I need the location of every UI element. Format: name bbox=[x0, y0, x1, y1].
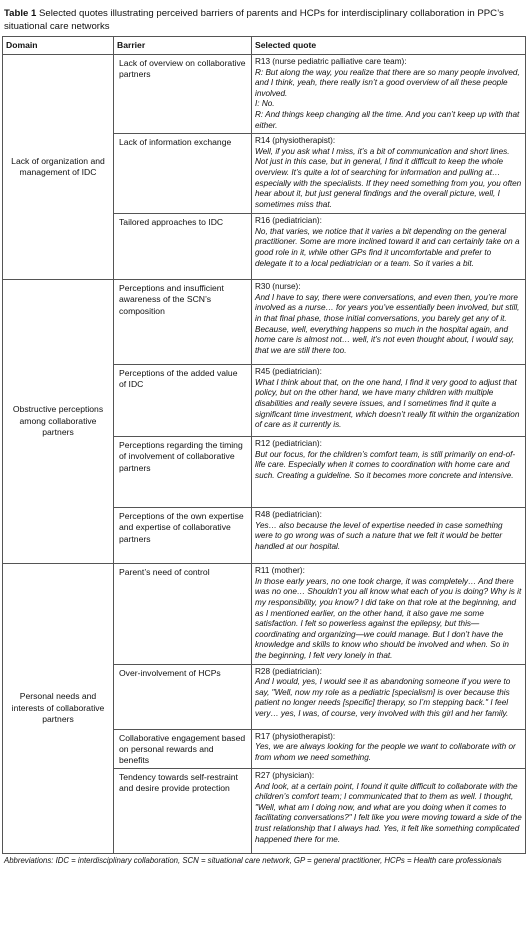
quote-speaker: R12 (pediatrician): bbox=[255, 439, 322, 449]
barrier-cell: Collaborative engagement based on personal rewards and benefits bbox=[114, 729, 252, 769]
quotes-table bbox=[2, 36, 526, 854]
barrier-cell: Perceptions of the own expertise and expertise of collaborative partners bbox=[114, 508, 252, 564]
table-header-row bbox=[3, 37, 526, 55]
header-domain: Domain bbox=[3, 37, 114, 55]
quote-text: And look, at a certain point, I found it quite difficult to collaborate with the children’s comfort team; I communicated that to them as well. I thought, "Well, what am I doing now, and what are you doing when it comes to facilitating conversations?" I felt like you were moving toward a side of the trust relationship that I always had. Yes, it felt like something complicated happened there for me. bbox=[255, 781, 522, 844]
quote-text: Well, if you ask what I miss, it’s a bit of communication and short lines. Not just in this case, but in general, I find it difficult to keep the whole overview. It’s quite a lot of searching for information and pulling at… especially with the specialists. If they need something from you, you often hear about it, but just general findings and the overall picture, well, I sometimes miss that. bbox=[255, 146, 522, 209]
table-caption bbox=[2, 4, 525, 30]
barrier-cell: Over-involvement of HCPs bbox=[114, 664, 252, 729]
barrier-cell: Perceptions of the added value of IDC bbox=[114, 365, 252, 437]
quote-text: And I have to say, there were conversations, and even then, you’re more involved as a nurse… for years you’ve essentially been involved, but still, in that final phase, those initial conversations, you barely get any of it. Because, well, everything happens so much in the hospital again, and home care is almost not… well, it’s not even thought about, I would say, that we are still there too. bbox=[255, 292, 520, 355]
quote-cell bbox=[252, 214, 526, 280]
quote-speaker: R13 (nurse pediatric palliative care team): bbox=[255, 57, 407, 66]
table-label: Table 1 bbox=[4, 8, 37, 19]
quote-text: In those early years, no one took charge, it was completely… And there was no one… Shouldn’t you all know what each of you is doing? Why is it my responsibility, you know? I did take on that role at the beginning, and as I mentioned earlier, on the other hand, it also gave me some satisfaction. I felt so powerless against the epilepsy, but this—coordinating and organizing—we could manage. But I don’t have the knowledge and skills to know who should be involved and when. So in the beginning, I felt very lonely in that. bbox=[255, 576, 522, 660]
barrier-cell: Lack of information exchange bbox=[114, 134, 252, 214]
barrier-cell: Parent’s need of control bbox=[114, 564, 252, 664]
quote-cell bbox=[252, 437, 526, 508]
quote-cell bbox=[252, 508, 526, 564]
quote-speaker: R48 (pediatrician): bbox=[255, 510, 322, 520]
domain-cell: Obstructive perceptions among collaborative partners bbox=[3, 280, 114, 564]
quote-cell bbox=[252, 55, 526, 134]
table-body bbox=[3, 55, 526, 854]
domain-cell: Lack of organization and management of IDC bbox=[3, 55, 114, 280]
quote-text: Yes… also because the level of expertise needed in case something were to go wrong was of such a nature that we felt it would be better handled at our hospital. bbox=[255, 520, 503, 551]
quote-text: And I would, yes, I would see it as abandoning someone if you were to say, "Well, now my role as a pediatric [specialism] is over because this patient no longer needs [specific] therapy, so I’m stepping back." I feel very… yes, I was, of course, very involved with this girl and her family. bbox=[255, 677, 511, 718]
barrier-cell: Tailored approaches to IDC bbox=[114, 214, 252, 280]
quote-cell bbox=[252, 134, 526, 214]
domain-cell: Personal needs and interests of collaborative partners bbox=[3, 564, 114, 854]
barrier-cell: Lack of overview on collaborative partners bbox=[114, 55, 252, 134]
quote-speaker: R17 (physiotherapist): bbox=[255, 731, 336, 741]
quote-speaker: R14 (physiotherapist): bbox=[255, 136, 336, 146]
header-barrier: Barrier bbox=[114, 37, 252, 55]
quote-speaker: R11 (mother): bbox=[255, 566, 305, 576]
quote-speaker: R27 (physician): bbox=[255, 771, 315, 781]
table-caption-text: Selected quotes illustrating perceived barriers of parents and HCPs for interdisciplinary collaboration in PPC’s situational care networks bbox=[4, 8, 504, 32]
quote-cell bbox=[252, 280, 526, 365]
quote-text: R: But along the way, you realize that there are so many people involved, and I think, yeah, there really isn’t a good overview of all these people involved. bbox=[255, 67, 520, 98]
quote-text: What I think about that, on the one hand, I find it very good to adjust that policy, but on the other hand, we have many children with multiple disabilities and really severe issues, and I sometimes find it quite a significant time investment, which doesn’t really fit within the organization of care as it currently is. bbox=[255, 377, 520, 430]
table-row bbox=[3, 564, 526, 664]
quote-cell bbox=[252, 729, 526, 769]
quote-text: I: No. bbox=[255, 99, 275, 109]
table-row bbox=[3, 55, 526, 134]
quote-cell bbox=[252, 769, 526, 854]
barrier-cell: Tendency towards self-restraint and desire provide protection bbox=[114, 769, 252, 854]
quote-cell bbox=[252, 564, 526, 664]
quote-cell bbox=[252, 365, 526, 437]
quote-text: No, that varies, we notice that it varies a bit depending on the general practitioner. Some are more inclined toward it and can certainly take on a good role in it, while other GPs find it uncomfortable and prefer to delegate it to a local pediatrician or a team. So it varies a bit. bbox=[255, 226, 520, 268]
quote-speaker: R30 (nurse): bbox=[255, 282, 301, 292]
barrier-cell: Perceptions and insufficient awareness of the SCN’s composition bbox=[114, 280, 252, 365]
table-row bbox=[3, 280, 526, 365]
header-quote: Selected quote bbox=[252, 37, 526, 55]
quote-text: Yes, we are always looking for the people we want to collaborate with or from whom we need something. bbox=[255, 742, 516, 762]
quote-text: R: And things keep changing all the time. And you can’t keep up with that either. bbox=[255, 109, 520, 130]
quote-cell bbox=[252, 664, 526, 729]
table-footnote: Abbreviations: IDC = interdisciplinary collaboration, SCN = situational care network, GP = general practitioner, HCPs = Health care professionals bbox=[4, 856, 502, 866]
quote-speaker: R16 (pediatrician): bbox=[255, 216, 322, 226]
barrier-cell: Perceptions regarding the timing of involvement of collaborative partners bbox=[114, 437, 252, 508]
quote-speaker: R45 (pediatrician): bbox=[255, 367, 322, 377]
quote-speaker: R28 (pediatrician): bbox=[255, 666, 322, 676]
quote-text: But our focus, for the children’s comfort team, is still primarily on end-of-life care. Especially when it comes to coordination with home care and such. Creating a guideline. So it becomes more concrete and intensive. bbox=[255, 449, 516, 480]
